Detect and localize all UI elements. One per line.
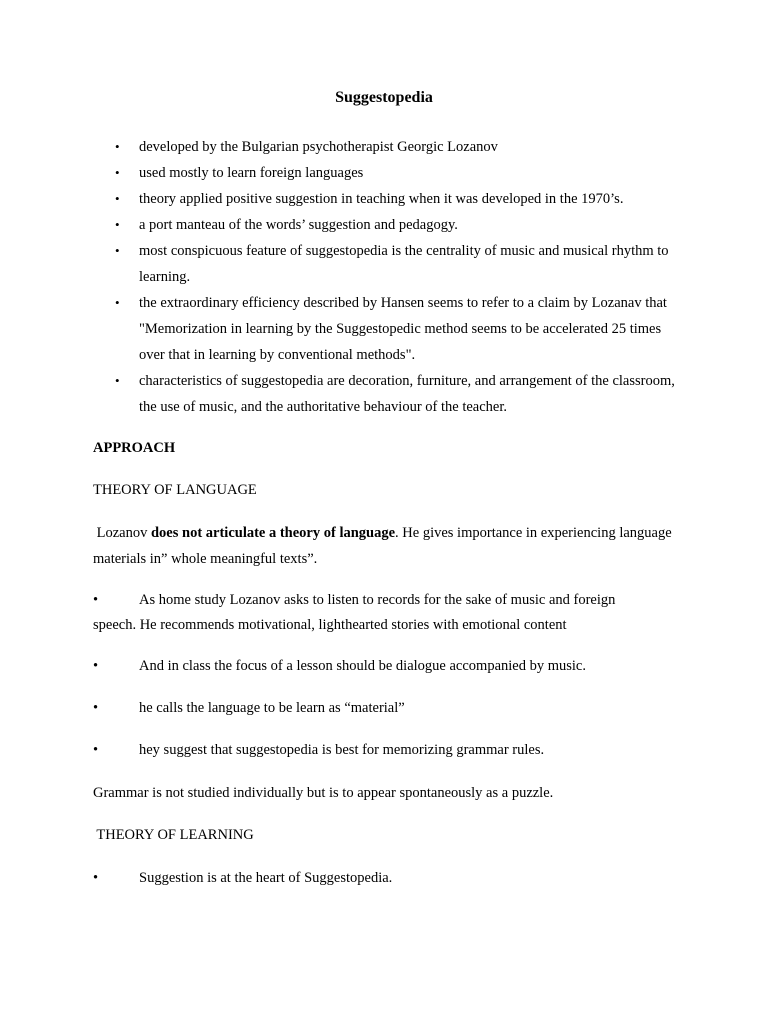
tab-bullet-item [93,696,673,721]
lozanov-suffix: . He gives importance in experiencing language materials in” whole meaningful texts”. [93,525,672,567]
bullet-icon: • [115,295,120,310]
lozanov-paragraph [93,520,673,572]
list-item [0,290,768,368]
list-item-text: theory applied positive suggestion in teaching when it was developed in the 1970’s. [139,191,624,207]
list-item [0,160,768,186]
tab-bullet-continuation: speech. He recommends motivational, lighthearted stories with emotional content [93,617,567,633]
tab-bullet-first-line: hey suggest that suggestopedia is best for memorizing grammar rules. [139,742,545,758]
grammar-paragraph: Grammar is not studied individually but is to appear spontaneously as a puzzle. [93,785,554,801]
lozanov-bold-phrase: does not articulate a theory of language [150,525,396,541]
approach-heading: APPROACH [93,440,176,456]
list-item-text: developed by the Bulgarian psychotherapist Georgic Lozanov [139,139,498,155]
theory-of-learning-heading: THEORY OF LEARNING [93,827,254,843]
list-item [0,212,768,238]
tab-bullet-first-line: And in class the focus of a lesson should be dialogue accompanied by music. [139,658,586,674]
tab-bullet-item [93,588,673,638]
bullet-icon: • [93,742,99,758]
list-item [0,134,768,160]
tab-bullet-item [93,738,673,763]
bullet-icon: • [93,592,99,608]
lozanov-prefix: Lozanov [93,525,151,541]
bullet-icon: • [115,191,120,206]
list-item [0,368,768,420]
list-item [0,238,768,290]
list-item-text: a port manteau of the words’ suggestion and pedagogy. [139,217,458,233]
bullet-icon: • [115,139,120,154]
tab-bullet-first-line: Suggestion is at the heart of Suggestopedia. [139,870,393,886]
bullet-icon: • [93,658,99,674]
tab-bullet-item [93,866,673,891]
theory-of-language-heading: THEORY OF LANGUAGE [93,482,257,498]
intro-bullet-list [0,134,768,420]
bullet-icon: • [93,700,99,716]
bullet-icon: • [93,870,99,886]
list-item-text: the extraordinary efficiency described by Hansen seems to refer to a claim by Lozanav that "Memorization in learning by the Suggestopedic method seems to be accelerated 25 times over that in learning by conventional methods". [139,295,667,363]
document-title: Suggestopedia [335,89,433,106]
tab-bullet-item [93,654,673,679]
tab-bullet-first-line: he calls the language to be learn as “material” [139,700,405,716]
list-item-text: used mostly to learn foreign languages [139,165,364,181]
bullet-icon: • [115,243,120,258]
bullet-icon: • [115,373,120,388]
list-item-text: characteristics of suggestopedia are decoration, furniture, and arrangement of the classroom, the use of music, and the authoritative behaviour of the teacher. [139,373,675,415]
bullet-icon: • [115,217,120,232]
list-item [0,186,768,212]
tab-bullet-first-line: As home study Lozanov asks to listen to records for the sake of music and foreign [139,592,616,608]
bullet-icon: • [115,165,120,180]
list-item-text: most conspicuous feature of suggestopedia is the centrality of music and musical rhythm to learning. [139,243,669,285]
